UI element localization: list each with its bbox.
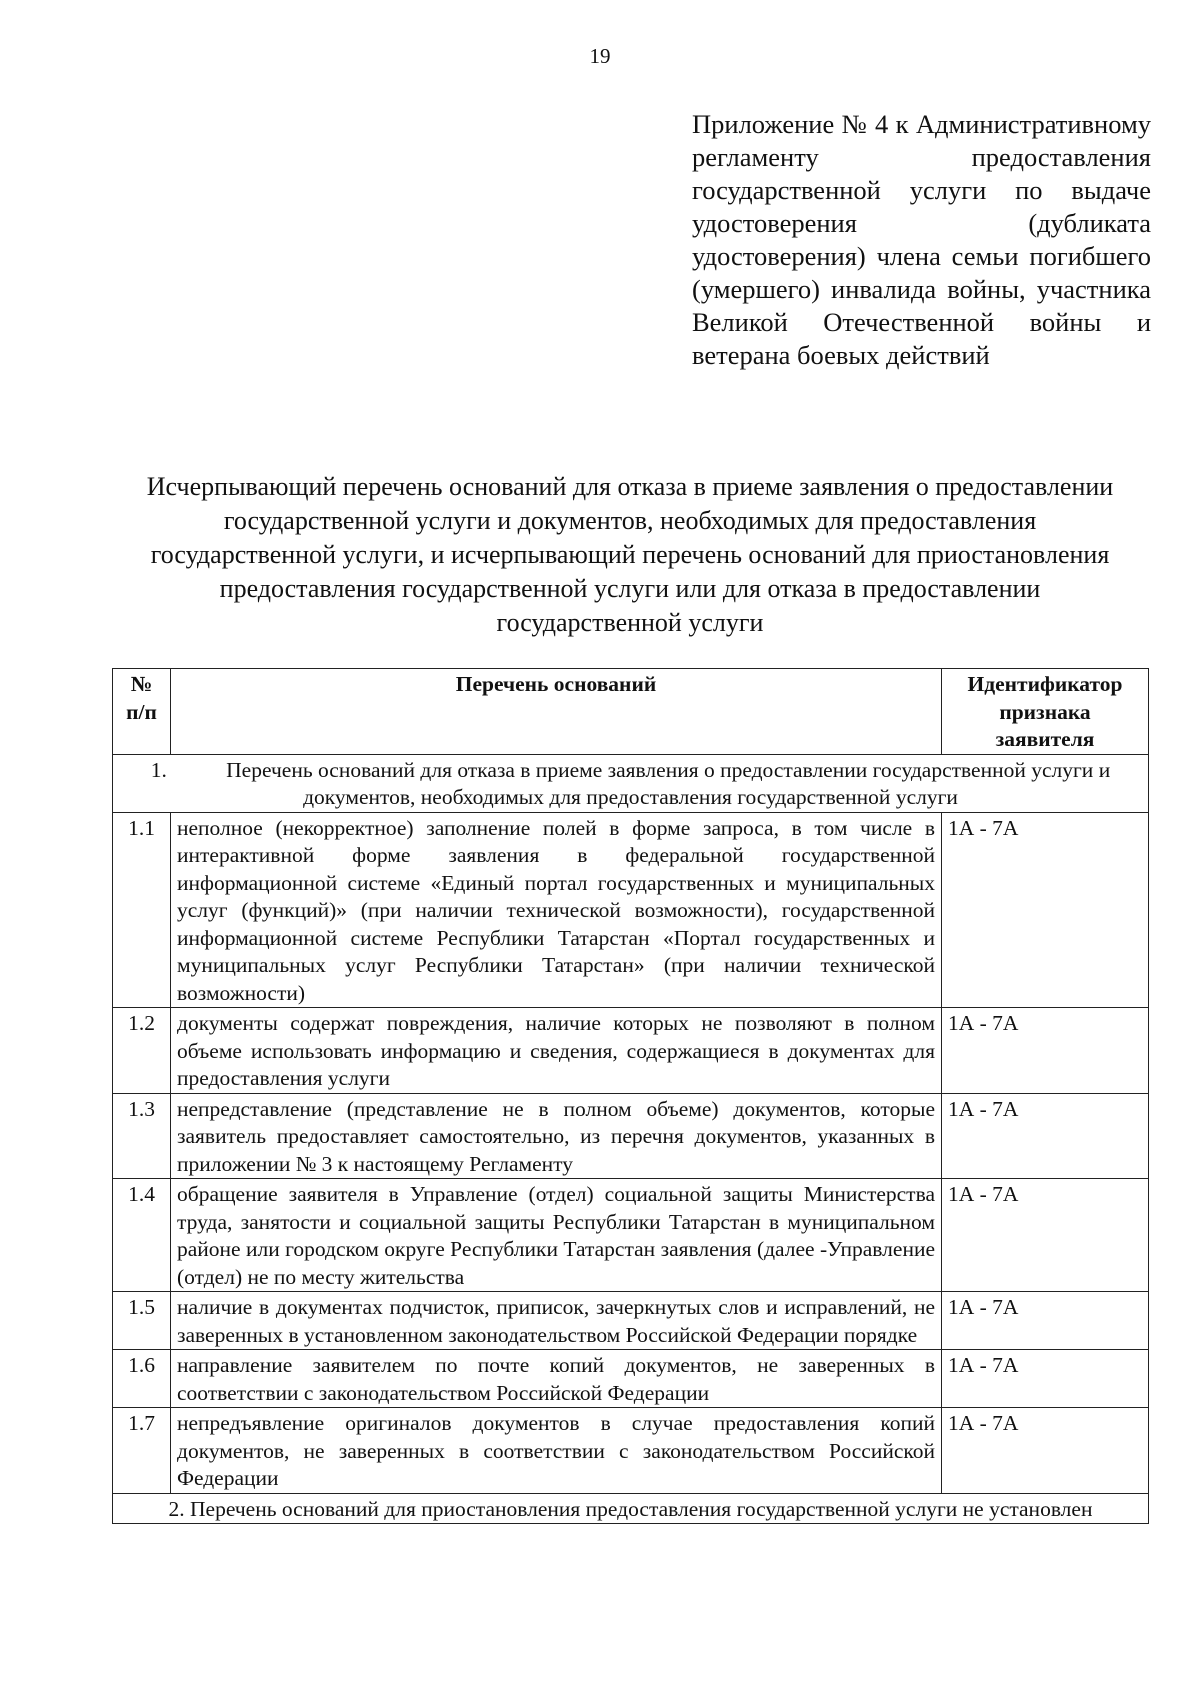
table-row [113, 812, 1149, 1008]
row-text: неполное (некорректное) заполнение полей в форме запроса, в том числе в интерактивной форме заявления в федеральной государственной информационной системе «Единый портал государственных и муниципальных услуг (функций)» (при наличии технической возможности), государственной информационной системе Республики Татарстан «Портал государственных и муниципальных услуг Республики Татарстан» (при наличии технической возможности) [171, 812, 942, 1008]
row-text: обращение заявителя в Управление (отдел) социальной защиты Министерства труда, занятости и социальной защиты Республики Татарстан в муниципальном районе или городском округе Республики Татарстан заявления (далее -Управление (отдел) не по месту жительства [171, 1179, 942, 1292]
table-row [113, 1093, 1149, 1179]
row-identifier: 1А - 7А [942, 1008, 1149, 1094]
row-identifier: 1А - 7А [942, 1179, 1149, 1292]
table-row [113, 1408, 1149, 1494]
row-number: 1.5 [113, 1292, 171, 1350]
row-text: непредставление (представление не в полном объеме) документов, которые заявитель предоставляет самостоятельно, из перечня документов, указанных в приложении № 3 к настоящему Регламенту [171, 1093, 942, 1179]
row-number: 1.2 [113, 1008, 171, 1094]
section-2-row [113, 1493, 1149, 1524]
row-text: направление заявителем по почте копий документов, не заверенных в соответствии с законодательством Российской Федерации [171, 1350, 942, 1408]
row-number: 1.6 [113, 1350, 171, 1408]
row-identifier: 1А - 7А [942, 1093, 1149, 1179]
row-number: 1.3 [113, 1093, 171, 1179]
section-1-title: Перечень оснований для отказа в приеме заявления о предоставлении государственной услуги и документов, необходимых для предоставления государственной услуги [226, 757, 1111, 809]
row-number: 1.7 [113, 1408, 171, 1494]
table-header-row [113, 669, 1149, 755]
table-row [113, 1350, 1149, 1408]
row-text: документы содержат повреждения, наличие которых не позволяют в полном объеме использовать информацию и сведения, содержащиеся в документах для предоставления услуги [171, 1008, 942, 1094]
row-text: непредъявление оригиналов документов в случае предоставления копий документов, не заверенных в соответствии с законодательством Российской Федерации [171, 1408, 942, 1494]
row-number: 1.1 [113, 812, 171, 1008]
table-row [113, 1179, 1149, 1292]
document-title: Исчерпывающий перечень оснований для отказа в приеме заявления о предоставлении государственной услуги и документов, необходимых для предоставления государственной услуги, и исчерпывающий перечень оснований для приостановления предоставления государственной услуги или для отказа в предоставлении государственной услуги [146, 472, 1114, 637]
section-2-cell: 2. Перечень оснований для приостановления предоставления государственной услуги не установлен [113, 1493, 1149, 1524]
table-row [113, 1292, 1149, 1350]
header-identifier: Идентификатор признака заявителя [942, 669, 1149, 755]
row-text: наличие в документах подчисток, приписок, зачеркнутых слов и исправлений, не заверенных в установленном законодательством Российской Федерации порядке [171, 1292, 942, 1350]
section-1-row [113, 754, 1149, 812]
row-identifier: 1А - 7А [942, 1350, 1149, 1408]
header-number: № п/п [113, 669, 171, 755]
table-row [113, 1008, 1149, 1094]
row-number: 1.4 [113, 1179, 171, 1292]
grounds-table [112, 668, 1149, 1524]
header-grounds: Перечень оснований [171, 669, 942, 755]
appendix-note: Приложение № 4 к Административному регламенту предоставления государственной услуги по выдаче удостоверения (дубликата удостоверения) члена семьи погибшего (умершего) инвалида войны, участника Великой Отечественной войны и ветерана боевых действий [692, 109, 1151, 370]
row-identifier: 1А - 7А [942, 812, 1149, 1008]
row-identifier: 1А - 7А [942, 1292, 1149, 1350]
section-1-number: 1. [150, 757, 167, 782]
section-1-cell [113, 754, 1149, 812]
page-number: 19 [589, 44, 611, 68]
row-identifier: 1А - 7А [942, 1408, 1149, 1494]
